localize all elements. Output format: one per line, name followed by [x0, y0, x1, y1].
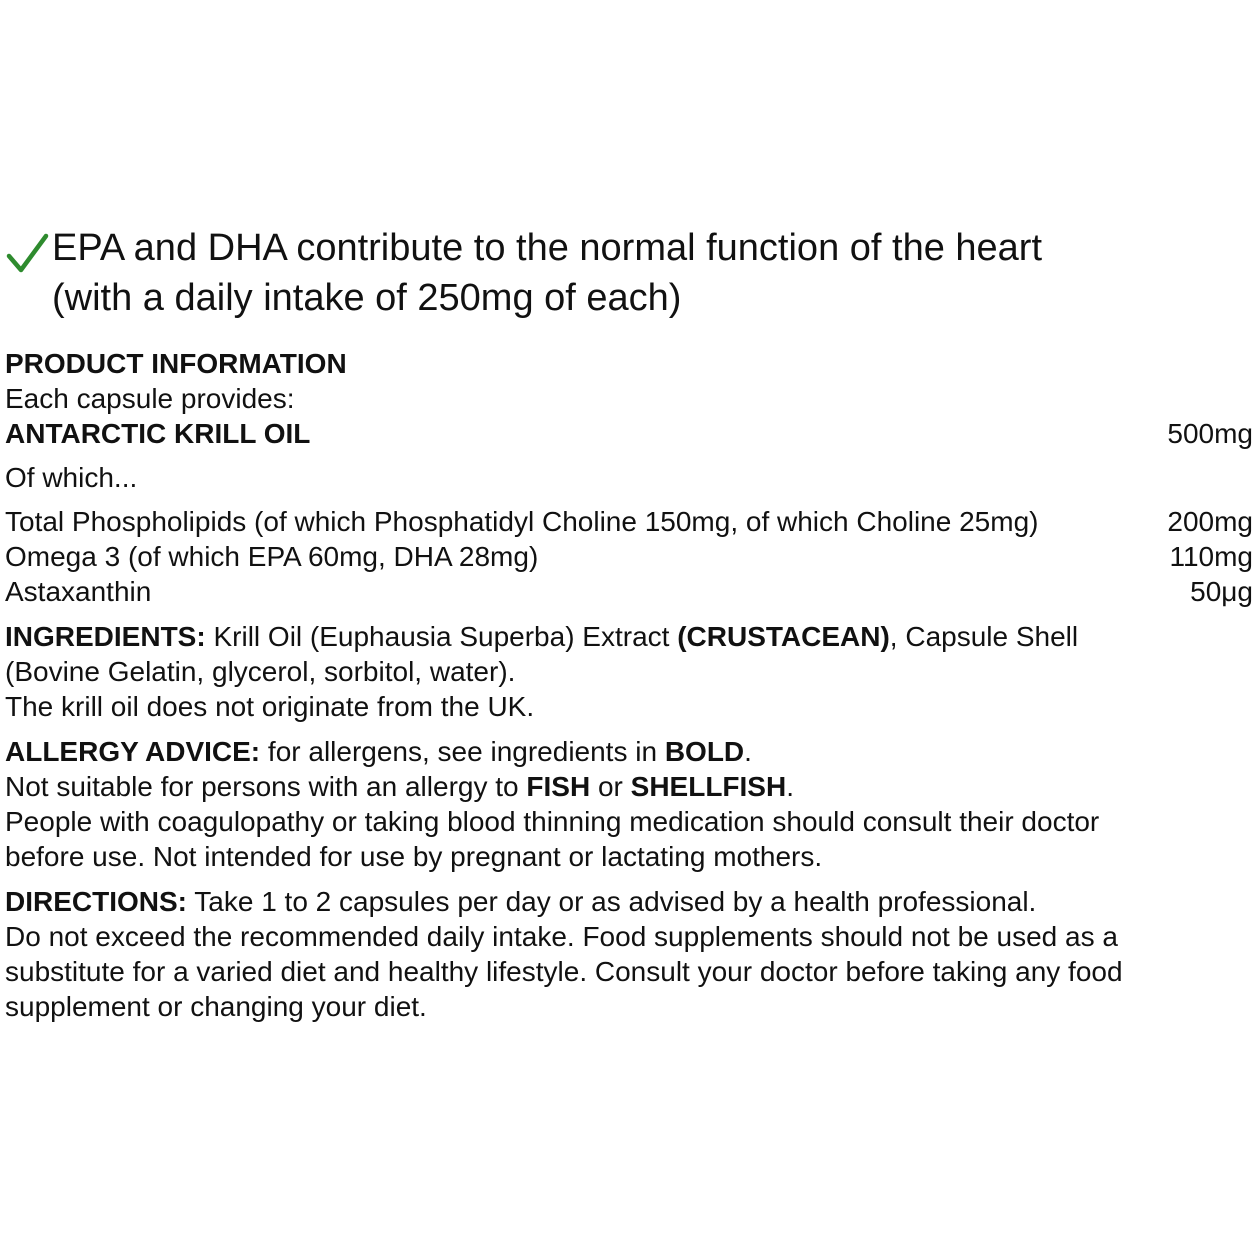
directions-line-3: substitute for a varied diet and healthy lifestyle. Consult your doctor before taking any food — [5, 956, 1123, 987]
ingredients-label: INGREDIENTS: — [5, 621, 206, 652]
directions-label: DIRECTIONS: — [5, 886, 187, 917]
nutrient-name: Omega 3 (of which EPA 60mg, DHA 28mg) — [5, 541, 539, 572]
nutrient-name: Total Phospholipids (of which Phosphatidyl Choline 150mg, of which Choline 25mg) — [5, 506, 1039, 537]
of-which-text: Of which... — [5, 462, 138, 493]
nutrient-amount: 200mg — [1167, 506, 1253, 537]
ingredients-line-3: The krill oil does not originate from the UK. — [5, 691, 535, 722]
each-capsule-text: Each capsule provides: — [5, 383, 295, 414]
ingredients-text: Krill Oil (Euphausia Superba) Extract — [205, 621, 678, 652]
claim-line-2: (with a daily intake of 250mg of each) — [52, 277, 682, 319]
allergy-line-3: People with coagulopathy or taking blood thinning medication should consult their doctor — [5, 806, 1100, 837]
main-ingredient-name: ANTARCTIC KRILL OIL — [5, 418, 311, 449]
ingredients-text-end: , Capsule Shell — [889, 621, 1079, 652]
allergen-shellfish: SHELLFISH — [630, 771, 787, 802]
directions-line-4: supplement or changing your diet. — [5, 991, 427, 1022]
product-label — [5, 346, 1253, 1024]
check-icon — [6, 232, 50, 276]
product-info-heading: PRODUCT INFORMATION — [5, 348, 347, 379]
allergy-text-end: . — [744, 736, 752, 767]
allergy-line-2 — [5, 769, 1253, 804]
allergen-fish: FISH — [526, 771, 591, 802]
allergy-line-4: before use. Not intended for use by pregnant or lactating mothers. — [5, 841, 823, 872]
allergy-line-2-c: . — [786, 771, 794, 802]
nutrient-amount: 110mg — [1169, 541, 1253, 572]
allergy-label: ALLERGY ADVICE: — [5, 736, 261, 767]
directions-line-2: Do not exceed the recommended daily intake. Food supplements should not be used as a — [5, 921, 1118, 952]
allergy-line-1 — [5, 734, 1253, 769]
nutrient-row — [5, 539, 1253, 574]
directions-line-1 — [5, 884, 1253, 919]
main-ingredient-row — [5, 416, 1253, 451]
allergen-crustacean: (CRUSTACEAN) — [677, 621, 890, 652]
main-ingredient-amount: 500mg — [1167, 418, 1253, 449]
nutrient-row — [5, 574, 1253, 609]
ingredients-line-2: (Bovine Gelatin, glycerol, sorbitol, water). — [5, 656, 516, 687]
claim-line-1: EPA and DHA contribute to the normal function of the heart — [52, 227, 1043, 269]
allergy-text: for allergens, see ingredients in — [260, 736, 665, 767]
nutrient-row — [5, 504, 1253, 539]
directions-text: Take 1 to 2 capsules per day or as advised by a health professional. — [187, 886, 1037, 917]
allergy-line-2-b: or — [590, 771, 631, 802]
ingredients-line-1 — [5, 619, 1253, 654]
allergy-line-2-a: Not suitable for persons with an allergy to — [5, 771, 527, 802]
nutrient-amount: 50μg — [1190, 576, 1253, 607]
allergy-bold-word: BOLD — [664, 736, 745, 767]
nutrient-name: Astaxanthin — [5, 576, 152, 607]
